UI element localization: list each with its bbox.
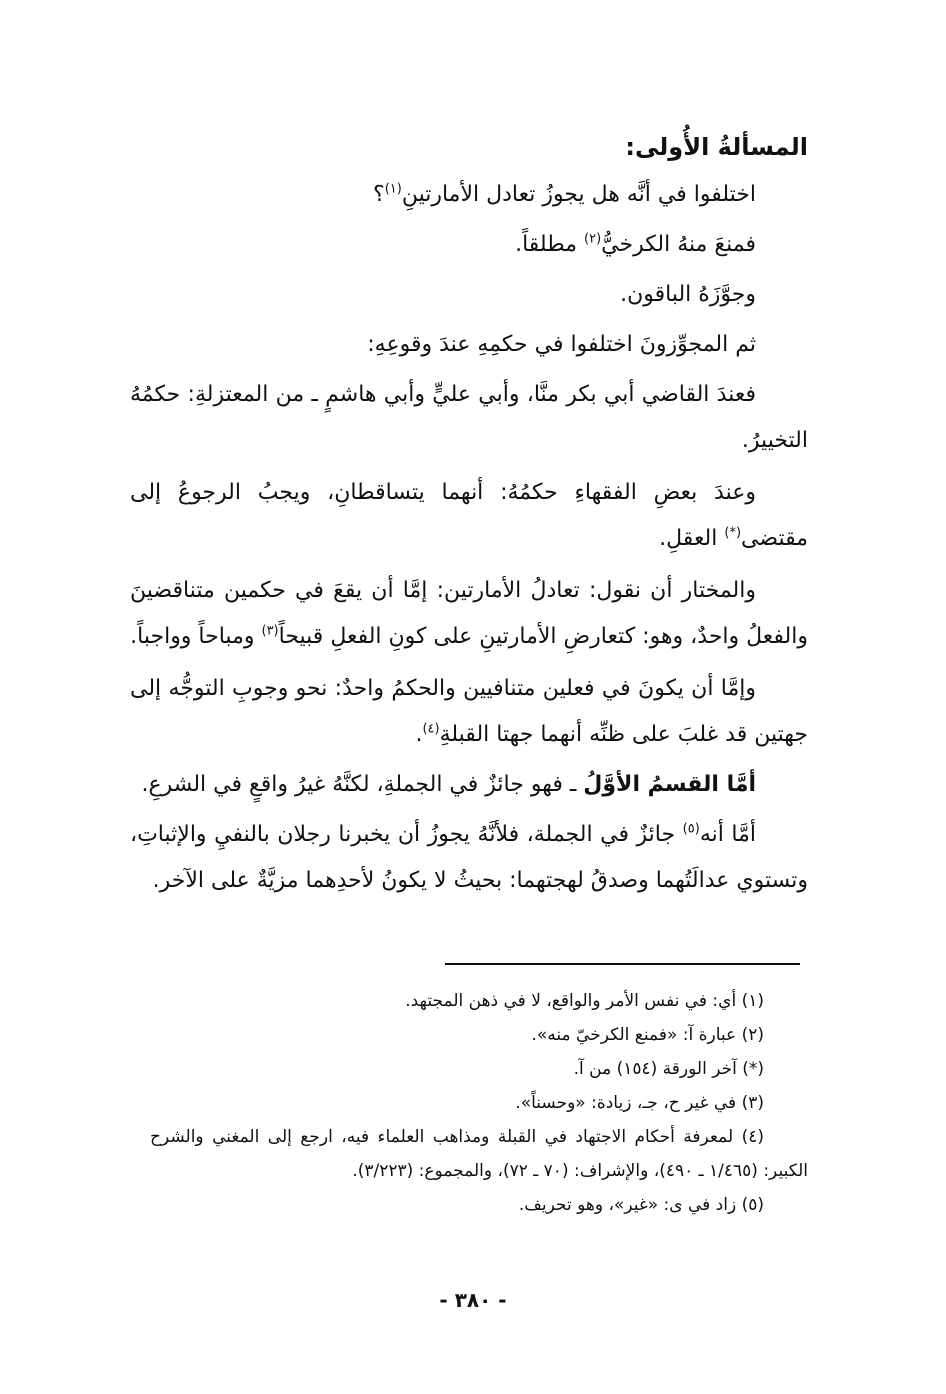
- paragraph: فعندَ القاضي أبي بكر منَّا، وأبي عليٍّ وأبي هاشمٍ ـ من المعتزلةِ: حكمُهُ التخييرُ.: [130, 382, 808, 453]
- footnote-ref[interactable]: (*): [724, 525, 742, 541]
- footnote: (٤) لمعرفة أحكام الاجتهاد في القبلة ومذاهب العلماء فيه، ارجع إلى المغني والشرح الكبير: (١/٤٦٥ ـ ٤٩٠)، والإشراف: (٧٠ ـ ٧٢)، والمجموع: (٣/٢٢٣).: [150, 1127, 808, 1181]
- paragraph: أمَّا أنه$^{(٥)}$ جائزٌ في الجملة، فلأنَّهُ يجوزُ أن يخبرنا رجلان بالنفيِ والإثباتِ، وتستوي عدالَتُهما وصدقُ لهجتهما: بحيثُ لا يكونُ لأحدِهما مزيَّةٌ على الآخر.: [130, 821, 808, 893]
- footnotes: [150, 984, 808, 1222]
- footnote-ref[interactable]: (٤): [422, 721, 440, 737]
- section-heading: المسألةُ الأُولى:: [625, 133, 808, 161]
- footnote-divider: [445, 963, 800, 965]
- paragraph: وعندَ بعضِ الفقهاءِ حكمُهُ: أنهما يتساقطانِ، ويجبُ الرجوعُ إلى مقتضى(*) العقلِ.: [130, 480, 808, 551]
- paragraph: وجوَّزَهُ الباقون.: [620, 282, 756, 307]
- paragraph: ثم المجوِّزونَ اختلفوا في حكمِهِ عندَ وقوعِهِ:: [367, 332, 756, 357]
- footnote: (٢) عبارة آ: «فمنع الكرخيّ منه».: [531, 1025, 764, 1045]
- footnote-ref[interactable]: (١): [384, 181, 402, 197]
- footnote-ref[interactable]: (٥): [682, 821, 700, 837]
- paragraph: أمَّا القسمُ الأوَّلُ ـ فهو جائزٌ في الجملةِ، لكنَّهُ غيرُ واقعٍ في الشرعِ.: [141, 772, 756, 797]
- paragraph: وإمَّا أن يكونَ في فعلين متنافيين والحكمُ واحدٌ: نحو وجوبِ التوجُّه إلى جهتين قد غلبَ على ظنِّه أنهما جهتا القبلةِ$^{(٤)}$.: [130, 676, 808, 747]
- paragraph: والمختار أن نقول: تعادلُ الأمارتين: إمَّا أن يقعَ في حكمين متناقضينَ والفعلُ واحدٌ، وهو: كتعارضِ الأمارتينِ على كونِ الفعلِ قبيحاً$^{(٣)}$ ومباحاً وواجباً.: [130, 578, 808, 649]
- footnote: (*) آخر الورقة (١٥٤) من آ.: [573, 1059, 764, 1079]
- footnote: (٥) زاد في ى: «غير»، وهو تحريف.: [518, 1195, 764, 1215]
- paragraph: فمنعَ منهُ الكرخيُّ$^{(٢)}$ مطلقاً.: [515, 231, 756, 257]
- footnote: (٣) في غير ح، جـ، زيادة: «وحسناً».: [515, 1093, 764, 1113]
- paragraph: اختلفوا في أنَّه هل يجوزُ تعادل الأمارتينِ$^{(١)}$؟: [373, 181, 756, 207]
- footnote-ref[interactable]: (٣): [261, 623, 279, 639]
- footnote: (١) أي: في نفس الأمر والواقع، لا في ذهن المجتهد.: [405, 991, 764, 1011]
- bold-term: أمَّا القسمُ الأوَّلُ: [583, 772, 756, 797]
- page-number: - ٣٨٠ -: [439, 1288, 507, 1312]
- footnote-ref[interactable]: (٢): [584, 231, 602, 247]
- main-text: [130, 124, 808, 908]
